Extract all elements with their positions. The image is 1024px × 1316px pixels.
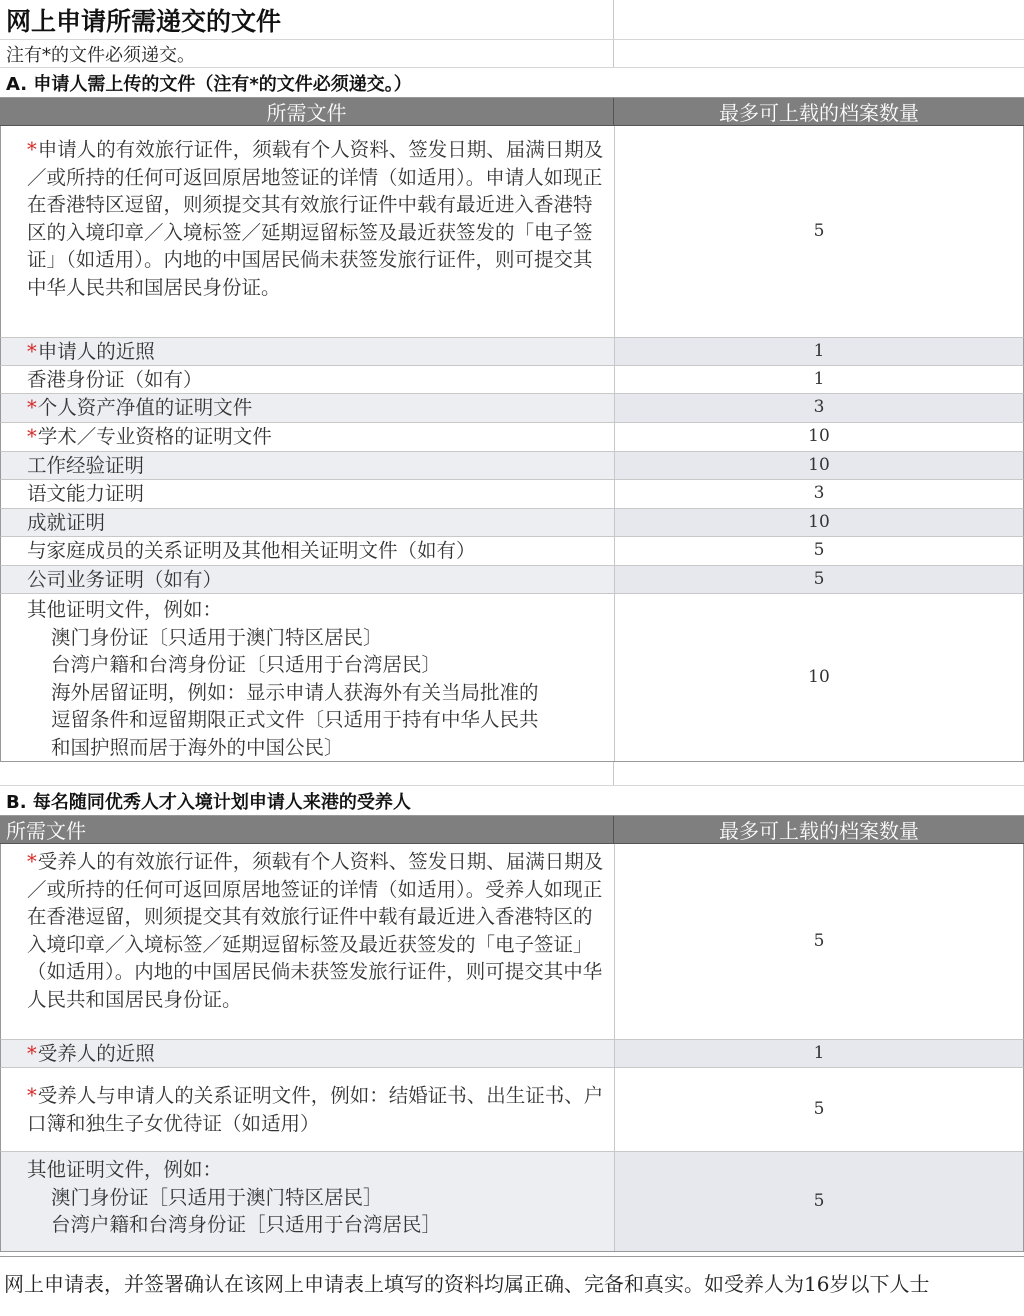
- required-star: *: [27, 850, 37, 873]
- section-a-header-max: 最多可上载的档案数量: [719, 101, 919, 125]
- table-row: [0, 1068, 1024, 1152]
- other-line: 和国护照而居于海外的中国公民〕: [51, 735, 344, 759]
- required-star: *: [27, 396, 37, 420]
- section-b-title: B. 每名随同优秀人才入境计划申请人来港的受养人: [0, 786, 1024, 816]
- max-files-cell: 5: [615, 566, 1023, 593]
- max-files-cell: 1: [813, 368, 825, 389]
- doc-text: 语文能力证明: [27, 482, 145, 506]
- doc-text: 个人资产净值的证明文件: [37, 396, 253, 420]
- required-star: *: [27, 138, 37, 161]
- doc-text: 香港身份证（如有）: [27, 367, 203, 391]
- max-files-cell: 5: [813, 220, 825, 241]
- max-files-cell: 3: [615, 394, 1023, 422]
- section-a-header-doc: 所需文件: [0, 98, 614, 125]
- page-title: 网上申请所需递交的文件: [0, 0, 614, 39]
- table-row: [0, 452, 1024, 480]
- spacer-row: [0, 762, 1024, 786]
- max-files-cell: 10: [808, 666, 830, 687]
- doc-text: 受养人的有效旅行证件，须载有个人资料、签发日期、届满日期及／或所持的任何可返回原居地签证的详情（如适用）。受养人如现正在香港逗留，则须提交其有效旅行证件中载有最近进入香港特区的入境印章／入境标签／延期逗留标签及最近获签发的「电子签证」（如适用）。内地的中国居民倘未获签发旅行证件，则可提交其中华人民共和国居民身份证。: [27, 850, 604, 1011]
- table-row: [0, 338, 1024, 366]
- max-files-cell: 5: [813, 1098, 825, 1119]
- section-b-header-doc: 所需文件: [0, 816, 614, 843]
- other-intro: 其他证明文件，例如：: [27, 598, 223, 621]
- section-a-title: A. 申请人需上传的文件（注有*的文件必须递交。）: [0, 68, 1024, 98]
- section-b-header: [0, 816, 1024, 844]
- other-line: 海外居留证明，例如：显示申请人获海外有关当局批准的: [51, 680, 539, 704]
- max-files-cell: 10: [808, 426, 830, 447]
- required-note: [0, 40, 614, 67]
- doc-text: 与家庭成员的关系证明及其他相关证明文件（如有）: [27, 539, 476, 563]
- doc-text: 申请人的近照: [37, 339, 155, 363]
- table-row: [0, 1040, 1024, 1068]
- table-row-other-documents: [0, 594, 1024, 762]
- required-star: *: [27, 1084, 37, 1107]
- max-files-cell: 5: [615, 1152, 1023, 1251]
- table-row: [0, 537, 1024, 566]
- required-star: *: [27, 425, 37, 449]
- max-files-cell: 5: [813, 930, 825, 951]
- max-files-cell: 1: [615, 1040, 1023, 1067]
- footer-text: 网上申请表，并签署确认在该网上申请表上填写的资料均属正确、完备和真实。如受养人为16岁以下人士: [0, 1256, 1024, 1308]
- table-row: [0, 509, 1024, 537]
- other-line: 澳门身份证〔只适用于澳门特区居民〕: [51, 625, 383, 649]
- max-files-cell: 1: [615, 338, 1023, 365]
- other-intro: 其他证明文件，例如：: [27, 1158, 223, 1181]
- required-star: *: [27, 339, 37, 363]
- max-files-cell: 3: [813, 483, 825, 504]
- table-row: [0, 844, 1024, 1040]
- doc-text: 申请人的有效旅行证件，须载有个人资料、签发日期、届满日期及／或所持的任何可返回原居地签证的详情（如适用）。申请人如现正在香港特区逗留，则须提交其有效旅行证件中载有最近进入香港特区的入境印章／入境标签／延期逗留标签及最近获签发的「电子签证」（如适用）。内地的中国居民倘未获签发旅行证件，则可提交其中华人民共和国居民身份证。: [27, 138, 604, 299]
- doc-text: 受养人与申请人的关系证明文件，例如：结婚证书、出生证书、户口簿和独生子女优待证（如适用）: [27, 1084, 604, 1135]
- doc-text: 受养人的近照: [37, 1041, 155, 1065]
- max-files-cell: 10: [615, 452, 1023, 479]
- other-line: 澳门身份证［只适用于澳门特区居民］: [51, 1185, 383, 1209]
- note-row: [0, 40, 1024, 68]
- table-row: [0, 394, 1024, 423]
- table-row: [0, 366, 1024, 394]
- required-note-text: 注有*的文件必须递交。: [6, 44, 195, 66]
- doc-cell: [1, 126, 615, 337]
- other-line: 台湾户籍和台湾身份证［只适用于台湾居民］: [51, 1213, 442, 1236]
- table-row: [0, 566, 1024, 594]
- table-row-other-documents: [0, 1152, 1024, 1252]
- other-line: 台湾户籍和台湾身份证〔只适用于台湾居民〕: [51, 653, 442, 676]
- max-files-cell: 5: [813, 540, 825, 561]
- table-row: [0, 126, 1024, 338]
- section-a-header: [0, 98, 1024, 126]
- doc-text: 公司业务证明（如有）: [27, 567, 223, 591]
- other-line: 逗留条件和逗留期限正式文件〔只适用于持有中华人民共: [51, 708, 539, 731]
- page-title-row: [0, 0, 1024, 40]
- doc-text: 学术／专业资格的证明文件: [37, 425, 272, 449]
- required-star: *: [27, 1041, 37, 1065]
- table-row: [0, 423, 1024, 452]
- doc-cell: [1, 1152, 615, 1251]
- table-row: [0, 480, 1024, 509]
- doc-cell: [1, 844, 615, 1039]
- max-files-cell: 10: [615, 509, 1023, 536]
- doc-cell: [1, 594, 615, 761]
- doc-cell: [1, 1068, 615, 1151]
- section-b-header-max: 最多可上载的档案数量: [719, 819, 919, 843]
- doc-text: 成就证明: [27, 510, 106, 534]
- doc-text: 工作经验证明: [27, 453, 145, 477]
